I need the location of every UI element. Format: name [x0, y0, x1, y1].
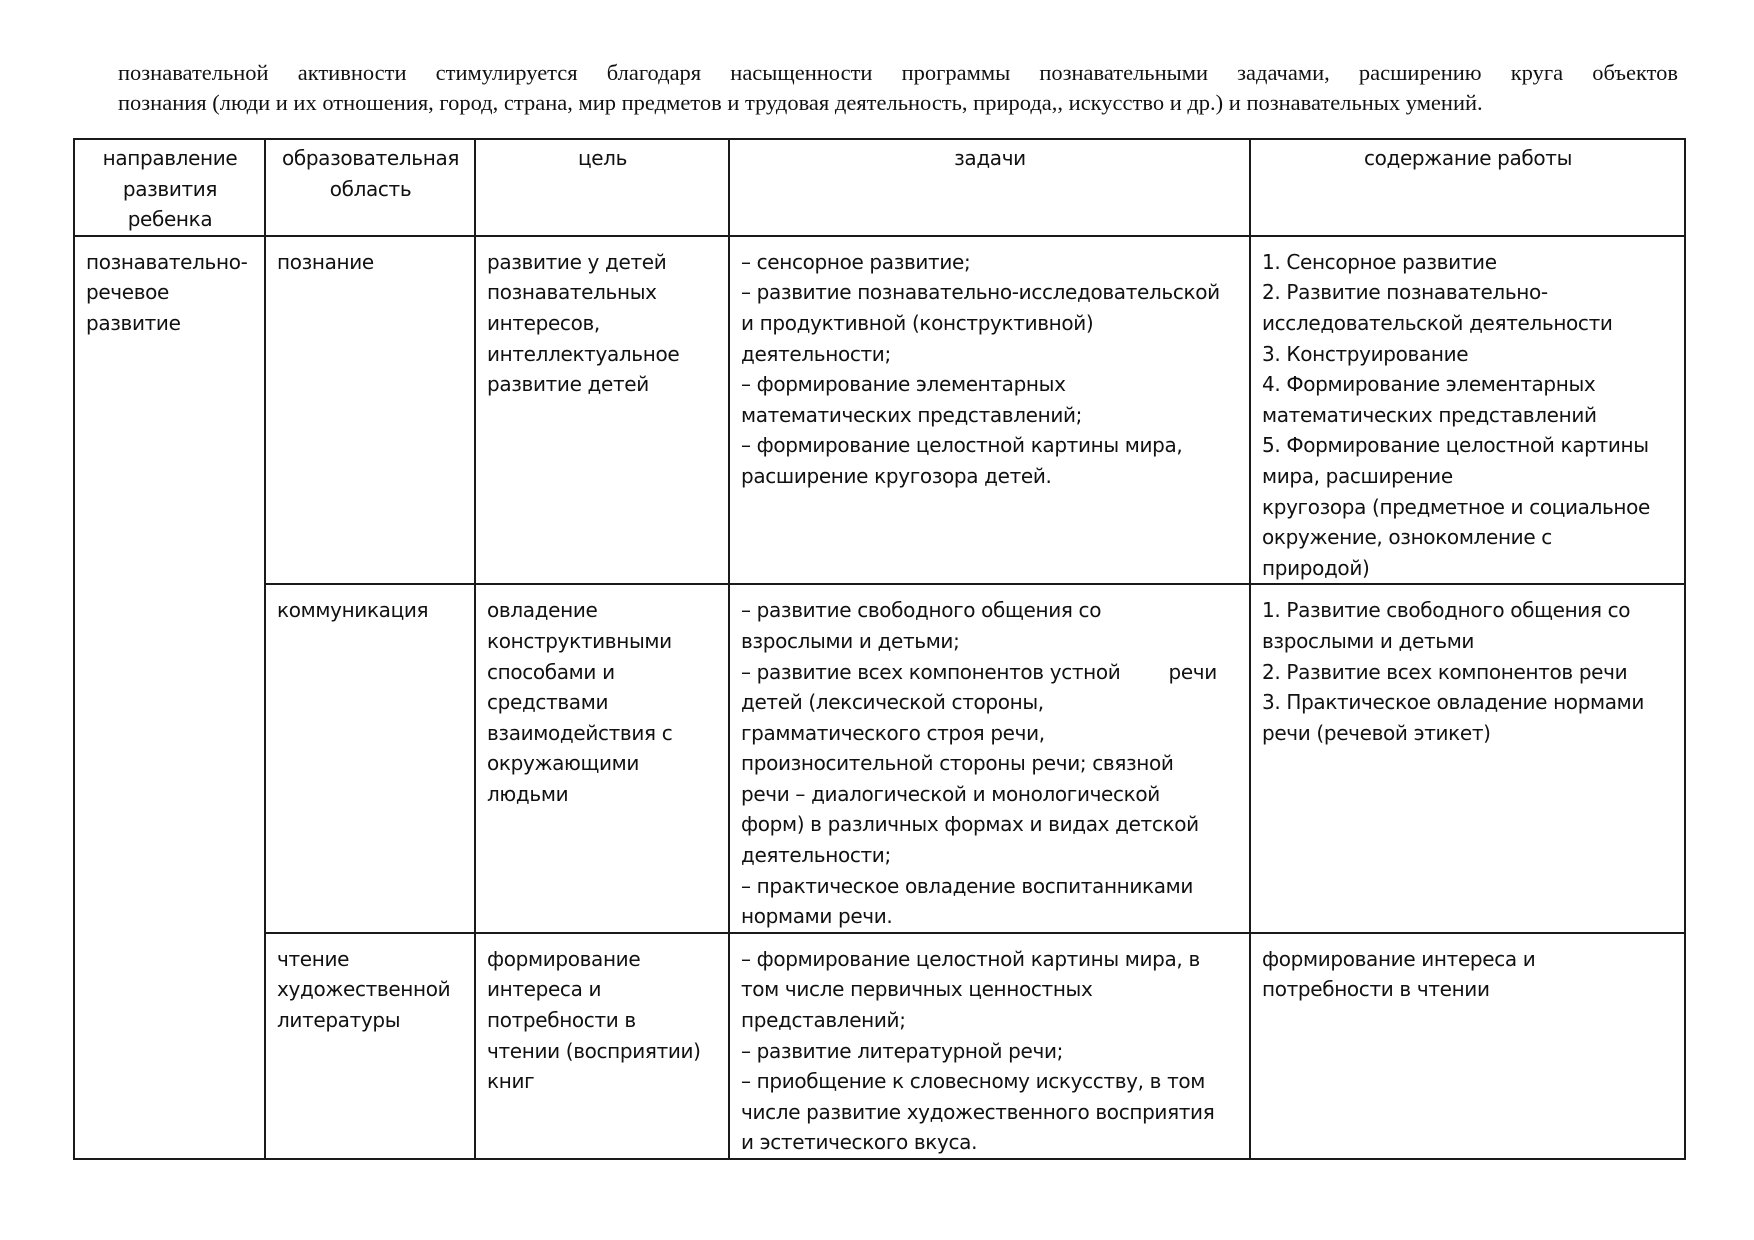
- cell-content: [1250, 584, 1685, 933]
- cell-line: расширение кругозора детей.: [741, 463, 1052, 488]
- cell-line: произносительной стороны речи; связной: [741, 751, 1174, 776]
- cell-line: 1. Развитие свободного общения со: [1262, 598, 1631, 623]
- cell-line: и продуктивной (конструктивной): [741, 310, 1094, 335]
- cell-line: познание: [277, 249, 374, 274]
- cell-line: формирование: [487, 946, 641, 971]
- cell-line: потребности в чтении: [1262, 977, 1490, 1002]
- cell-area: [265, 933, 475, 1159]
- cell-line: – формирование целостной картины мира,: [741, 433, 1183, 458]
- intro-line: познавательной активности стимулируется благодаря насыщенности программы познавательными задачами, расширению круга объектов: [118, 60, 1678, 85]
- cell-goal: [475, 933, 729, 1159]
- intro-paragraph: [118, 58, 1678, 118]
- cell-line: – сенсорное развитие;: [741, 249, 971, 274]
- cell-tasks: [729, 236, 1250, 585]
- cell-line: развитие: [86, 310, 181, 335]
- cell-line: – развитие свободного общения со: [741, 598, 1102, 623]
- cell-line: способами и: [487, 659, 615, 684]
- cell-line: – приобщение к словесному искусству, в том: [741, 1069, 1206, 1094]
- cell-content: [1250, 933, 1685, 1159]
- cell-line: интеллектуальное: [487, 341, 680, 366]
- cell-line: литературы: [277, 1008, 401, 1033]
- table-row: [74, 584, 1685, 933]
- cell-line: речевое: [86, 280, 169, 305]
- cell-line: – развитие всех компонентов устной речи: [741, 659, 1217, 684]
- cell-line: коммуникация: [277, 598, 429, 623]
- cell-line: грамматического строя речи,: [741, 720, 1045, 745]
- cell-line: и эстетического вкуса.: [741, 1130, 978, 1155]
- cell-line: взаимодействия с: [487, 720, 673, 745]
- cell-line: книг: [487, 1069, 535, 1094]
- cell-line: – развитие познавательно-исследовательской: [741, 280, 1220, 305]
- cell-line: художественной: [277, 977, 451, 1002]
- cell-area: [265, 584, 475, 933]
- cell-line: взрослыми и детьми: [1262, 628, 1475, 653]
- cell-goal: [475, 236, 729, 585]
- cell-line: деятельности;: [741, 843, 891, 868]
- cell-direction: [74, 236, 265, 1159]
- table-row: [74, 236, 1685, 585]
- cell-line: 3. Конструирование: [1262, 341, 1469, 366]
- header-tasks: задачи: [729, 139, 1250, 236]
- cell-line: представлений;: [741, 1008, 906, 1033]
- header-area: [265, 139, 475, 236]
- cell-line: окружение, ознокомление с: [1262, 525, 1552, 550]
- cell-line: познавательных: [487, 280, 657, 305]
- cell-line: математических представлений: [1262, 402, 1597, 427]
- cell-line: исследовательской деятельности: [1262, 310, 1613, 335]
- cell-line: формирование интереса и: [1262, 946, 1536, 971]
- cell-goal: [475, 584, 729, 933]
- cell-line: – практическое овладение воспитанниками: [741, 873, 1194, 898]
- cell-line: взрослыми и детьми;: [741, 628, 960, 653]
- cell-line: чтении (восприятии): [487, 1038, 701, 1063]
- cell-line: познавательно-: [86, 249, 248, 274]
- header-content: содержание работы: [1250, 139, 1685, 236]
- cell-line: 5. Формирование целостной картины: [1262, 433, 1649, 458]
- table-row: [74, 933, 1685, 1159]
- cell-line: форм) в различных формах и видах детской: [741, 812, 1199, 837]
- cell-line: потребности в: [487, 1008, 636, 1033]
- cell-line: 4. Формирование элементарных: [1262, 372, 1596, 397]
- cell-tasks: [729, 933, 1250, 1159]
- cell-line: – развитие литературной речи;: [741, 1038, 1063, 1063]
- cell-line: 3. Практическое овладение нормами: [1262, 690, 1645, 715]
- intro-line: познания (люди и их отношения, город, страна, мир предметов и трудовая деятельность, природа,, искусство и др.) и познавательных умений.: [118, 90, 1483, 115]
- cell-line: математических представлений;: [741, 402, 1083, 427]
- header-line: область: [329, 176, 412, 201]
- cell-line: том числе первичных ценностных: [741, 977, 1093, 1002]
- cell-line: интересов,: [487, 310, 600, 335]
- cell-line: деятельности;: [741, 341, 891, 366]
- cell-line: нормами речи.: [741, 904, 893, 929]
- cell-line: – формирование целостной картины мира, в: [741, 946, 1200, 971]
- cell-line: 2. Развитие всех компонентов речи: [1262, 659, 1628, 684]
- cell-line: речи (речевой этикет): [1262, 720, 1491, 745]
- cell-line: интереса и: [487, 977, 602, 1002]
- table-header-row: [74, 139, 1685, 236]
- cell-line: речи – диалогической и монологической: [741, 781, 1160, 806]
- cell-line: развитие детей: [487, 372, 649, 397]
- cell-area: [265, 236, 475, 585]
- education-table: [73, 138, 1686, 1160]
- cell-line: чтение: [277, 946, 350, 971]
- header-line: ребенка: [127, 207, 213, 232]
- cell-line: развитие у детей: [487, 249, 667, 274]
- cell-line: мира, расширение: [1262, 463, 1453, 488]
- cell-line: – формирование элементарных: [741, 372, 1066, 397]
- cell-tasks: [729, 584, 1250, 933]
- cell-line: природой): [1262, 555, 1370, 580]
- cell-line: средствами: [487, 690, 609, 715]
- cell-line: числе развитие художественного восприятия: [741, 1099, 1215, 1124]
- header-line: образовательная: [281, 146, 460, 170]
- cell-content: [1250, 236, 1685, 585]
- header-line: направление: [102, 146, 238, 170]
- cell-line: 2. Развитие познавательно-: [1262, 280, 1548, 305]
- cell-line: кругозора (предметное и социальное: [1262, 494, 1651, 519]
- cell-line: конструктивными: [487, 628, 672, 653]
- cell-line: окружающими: [487, 751, 640, 776]
- header-goal: цель: [475, 139, 729, 236]
- cell-line: овладение: [487, 598, 598, 623]
- header-direction: [74, 139, 265, 236]
- cell-line: детей (лексической стороны,: [741, 690, 1044, 715]
- header-line: развития: [122, 176, 218, 201]
- cell-line: 1. Сенсорное развитие: [1262, 249, 1497, 274]
- cell-line: людьми: [487, 781, 569, 806]
